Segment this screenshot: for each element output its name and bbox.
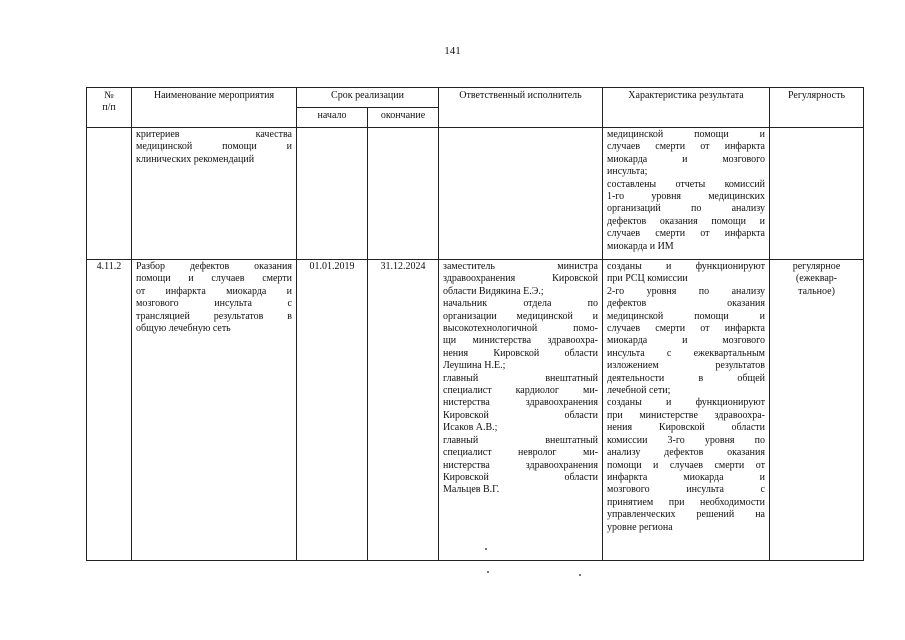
text-line: управленческих решений на xyxy=(607,509,765,521)
header-number-sub: п/п xyxy=(102,102,116,114)
text-line: миокарда и мозгового xyxy=(607,335,765,347)
text-line: главный внештатный xyxy=(443,372,598,384)
page-number: 141 xyxy=(444,45,461,57)
row-regularity xyxy=(770,260,864,561)
text-line: мозгового инсульта с xyxy=(136,298,292,310)
row-result xyxy=(603,260,770,561)
text-line: Исаков А.В.; xyxy=(443,422,498,434)
header-result: Характеристика результата xyxy=(603,88,770,128)
text-line: нения Кировской области xyxy=(607,422,765,434)
text-line: созданы и функционируют xyxy=(607,261,765,272)
header-start: начало xyxy=(297,108,368,128)
text-line: инфаркта миокарда и xyxy=(607,471,765,483)
text-line: критериев качества xyxy=(136,129,292,140)
text-line: специалист кардиолог ми- xyxy=(443,385,598,397)
text-line: (ежеквар- xyxy=(795,273,838,285)
text-line: начальник отдела по xyxy=(443,298,598,310)
text-line: заместитель министра xyxy=(443,261,598,272)
header-period: Срок реализации xyxy=(297,88,439,108)
text-line: при РСЦ комиссии xyxy=(607,273,688,285)
table-row-continuation xyxy=(87,128,864,260)
text-line: Леушина Н.Е.; xyxy=(443,360,506,372)
text-line: комиссии 3-го уровня по xyxy=(607,434,765,446)
header-number xyxy=(87,88,132,128)
text-line: Кировской области xyxy=(443,471,598,483)
text-line: медицинской помощи и xyxy=(607,310,765,322)
cont-start xyxy=(297,128,368,260)
text-line: регулярное xyxy=(792,261,841,272)
text-line: деятельности в общей xyxy=(607,372,765,384)
header-regularity: Регулярность xyxy=(770,88,864,128)
text-line: высокотехнологичной помо- xyxy=(443,323,598,335)
cont-end xyxy=(368,128,439,260)
text-line: созданы и функционируют xyxy=(607,397,765,409)
text-line: случаев смерти от инфаркта xyxy=(607,323,765,335)
text-line: Мальцев В.Г. xyxy=(443,484,500,496)
text-line: главный внештатный xyxy=(443,434,598,446)
cont-number xyxy=(87,128,132,260)
scan-speck xyxy=(487,571,489,573)
text-line: анализу дефектов оказания xyxy=(607,447,765,459)
text-line: организации медицинской и xyxy=(443,310,598,322)
cont-executor xyxy=(439,128,603,260)
text-line: нения Кировской области xyxy=(443,347,598,359)
text-line: медицинской помощи и xyxy=(607,129,765,140)
text-line: общую лечебную сеть xyxy=(136,323,231,335)
cont-result xyxy=(603,128,770,260)
header-number-label: № xyxy=(104,90,114,101)
plan-table xyxy=(86,87,864,561)
text-line: дефектов оказания помощи и xyxy=(607,215,765,227)
text-line: нистерства здравоохранения xyxy=(443,459,598,471)
text-line: области Видякина Е.Э.; xyxy=(443,285,544,297)
text-line: изложением результатов xyxy=(607,360,765,372)
text-line: нистерства здравоохранения xyxy=(443,397,598,409)
cont-name xyxy=(132,128,297,260)
text-line: лечебной сети; xyxy=(607,385,671,397)
text-line: 1-го уровня медицинских xyxy=(607,191,765,203)
text-line: медицинской помощи и xyxy=(136,141,292,153)
text-line: помощи и случаев смерти xyxy=(136,273,292,285)
text-line: трансляцией результатов в xyxy=(136,310,292,322)
text-line: уровне региона xyxy=(607,521,673,533)
text-line: инсульта; xyxy=(607,166,648,178)
text-line: Кировской области xyxy=(443,409,598,421)
text-line: специалист невролог ми- xyxy=(443,447,598,459)
text-line: случаев смерти от инфаркта xyxy=(607,228,765,240)
text-line: миокарда и ИМ xyxy=(607,240,674,252)
text-line: случаев смерти от инфаркта xyxy=(607,141,765,153)
text-line: дефектов оказания xyxy=(607,298,765,310)
text-line: мозгового инсульта с xyxy=(607,484,765,496)
text-line: клинических рекомендаций xyxy=(136,153,255,165)
row-number: 4.11.2 xyxy=(87,260,132,561)
table-row-4-11-2 xyxy=(87,260,864,561)
cont-regularity xyxy=(770,128,864,260)
row-name xyxy=(132,260,297,561)
text-line: щи министерства здравоохра- xyxy=(443,335,598,347)
row-end-date: 31.12.2024 xyxy=(368,260,439,561)
text-line: 2-го уровня по анализу xyxy=(607,285,765,297)
text-line: помощи и случаев смерти от xyxy=(607,459,765,471)
text-line: принятием при необходимости xyxy=(607,496,765,508)
text-line: миокарда и мозгового xyxy=(607,153,765,165)
scan-speck xyxy=(485,548,487,550)
text-line: составлены отчеты комиссий xyxy=(607,178,765,190)
text-line: от инфаркта миокарда и xyxy=(136,285,292,297)
row-start-date: 01.01.2019 xyxy=(297,260,368,561)
row-executor xyxy=(439,260,603,561)
text-line: при министерстве здравоохра- xyxy=(607,409,765,421)
text-line: тальное) xyxy=(798,285,835,297)
text-line: организаций по анализу xyxy=(607,203,765,215)
header-executor: Ответственный исполнитель xyxy=(439,88,603,128)
scan-speck xyxy=(579,574,581,576)
text-line: здравоохранения Кировской xyxy=(443,273,598,285)
text-line: инсульта с ежеквартальным xyxy=(607,347,765,359)
header-row xyxy=(87,88,864,108)
header-end: окончание xyxy=(368,108,439,128)
text-line: Разбор дефектов оказания xyxy=(136,261,292,272)
header-name: Наименование мероприятия xyxy=(132,88,297,128)
